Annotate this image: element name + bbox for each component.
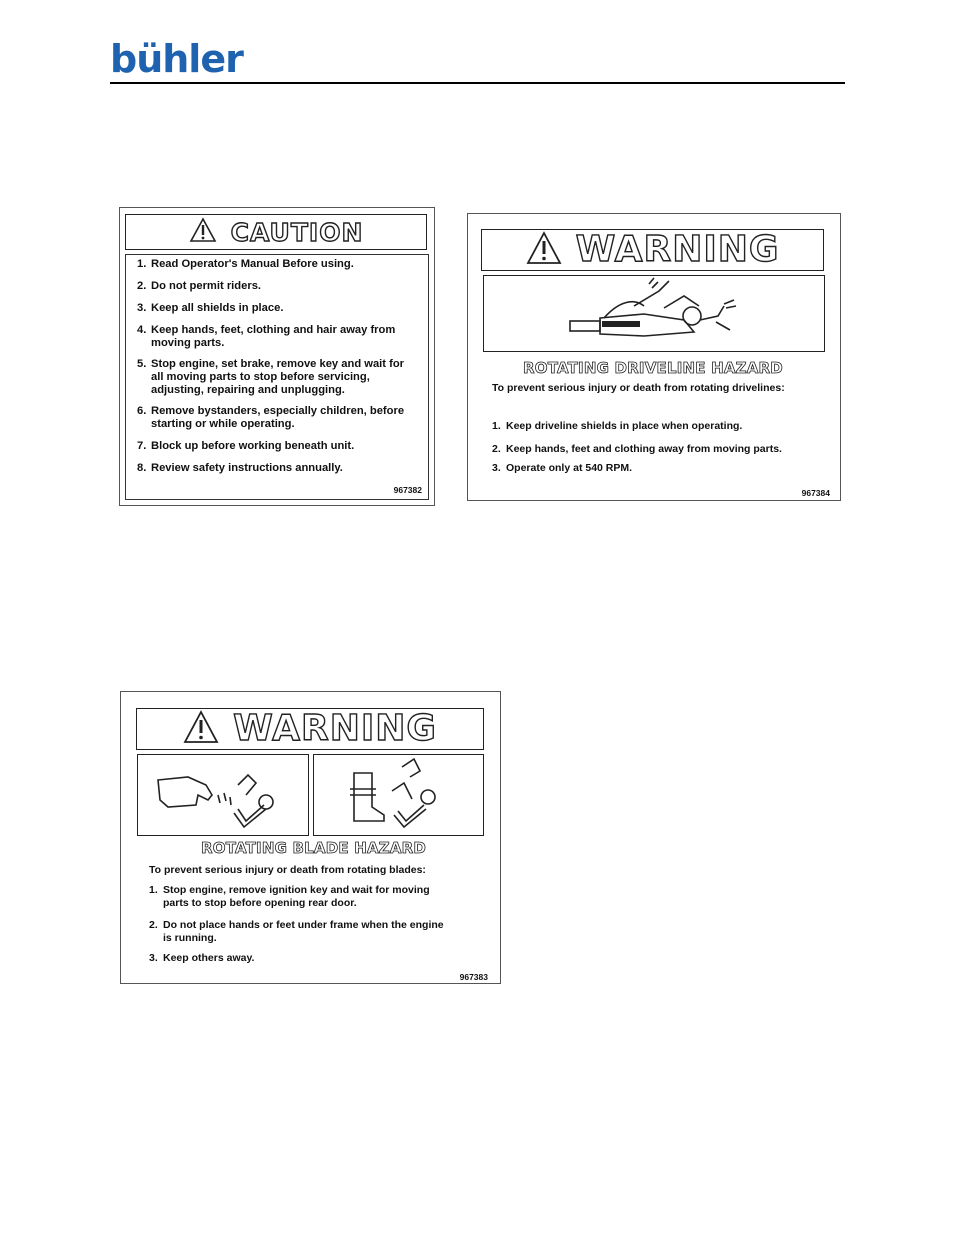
driveline-title: WARNING <box>575 229 780 270</box>
foot-cut-icon <box>314 755 483 835</box>
caution-item: 2. Do not permit riders. <box>137 280 262 292</box>
driveline-list <box>492 420 822 475</box>
driveline-code: 967384 <box>801 488 830 498</box>
caution-list <box>137 258 417 475</box>
driveline-item: 1. Keep driveline shields in place when operating. <box>492 420 743 432</box>
caution-item: 3. Keep all shields in place. <box>137 302 284 314</box>
blade-list <box>149 884 449 965</box>
driveline-warning-decal <box>467 213 841 501</box>
driveline-entanglement-icon <box>484 276 824 351</box>
blade-hand-pictogram-box <box>137 754 309 836</box>
driveline-item: 3. Operate only at 540 RPM. <box>492 462 633 474</box>
caution-item: 1. Read Operator's Manual Before using. <box>137 258 354 270</box>
header-rule <box>110 82 845 84</box>
driveline-pictogram-box <box>483 275 825 352</box>
driveline-header <box>481 229 824 271</box>
hand-cut-icon <box>138 755 308 835</box>
blade-warning-decal <box>120 691 501 984</box>
blade-code: 967383 <box>459 972 488 982</box>
caution-item: 4. Keep hands, feet, clothing and hair away from moving parts. <box>137 324 396 349</box>
blade-intro: To prevent serious injury or death from rotating blades: <box>149 864 426 876</box>
caution-header <box>125 214 427 250</box>
blade-hazard-title: ROTATING BLADE HAZARD <box>201 839 427 857</box>
warning-triangle-icon <box>183 710 219 749</box>
blade-item: 3. Keep others away. <box>149 952 255 964</box>
caution-item: 6. Remove bystanders, especially children, before starting or while operating. <box>137 405 405 430</box>
blade-item: 2. Do not place hands or feet under frame when the engine is running. <box>149 919 444 944</box>
warning-triangle-icon <box>189 217 217 248</box>
caution-decal <box>119 207 435 506</box>
warning-triangle-icon <box>526 231 562 270</box>
driveline-hazard-title: ROTATING DRIVELINE HAZARD <box>523 359 783 377</box>
driveline-item: 2. Keep hands, feet and clothing away from moving parts. <box>492 443 782 455</box>
caution-item: 7. Block up before working beneath unit. <box>137 440 355 452</box>
caution-code: 967382 <box>393 485 422 495</box>
caution-item: 5. Stop engine, set brake, remove key and wait for all moving parts to stop before servicing, adjusting, repairing and unplugging. <box>137 358 405 396</box>
blade-header <box>136 708 484 750</box>
caution-title: CAUTION <box>230 217 364 247</box>
blade-item: 1. Stop engine, remove ignition key and wait for moving parts to stop before opening rear door. <box>149 884 430 909</box>
blade-title: WARNING <box>233 708 437 749</box>
blade-foot-pictogram-box <box>313 754 484 836</box>
caution-item: 8. Review safety instructions annually. <box>137 462 343 474</box>
driveline-intro: To prevent serious injury or death from rotating drivelines: <box>492 382 785 394</box>
buhler-logo: bühler <box>110 37 243 81</box>
